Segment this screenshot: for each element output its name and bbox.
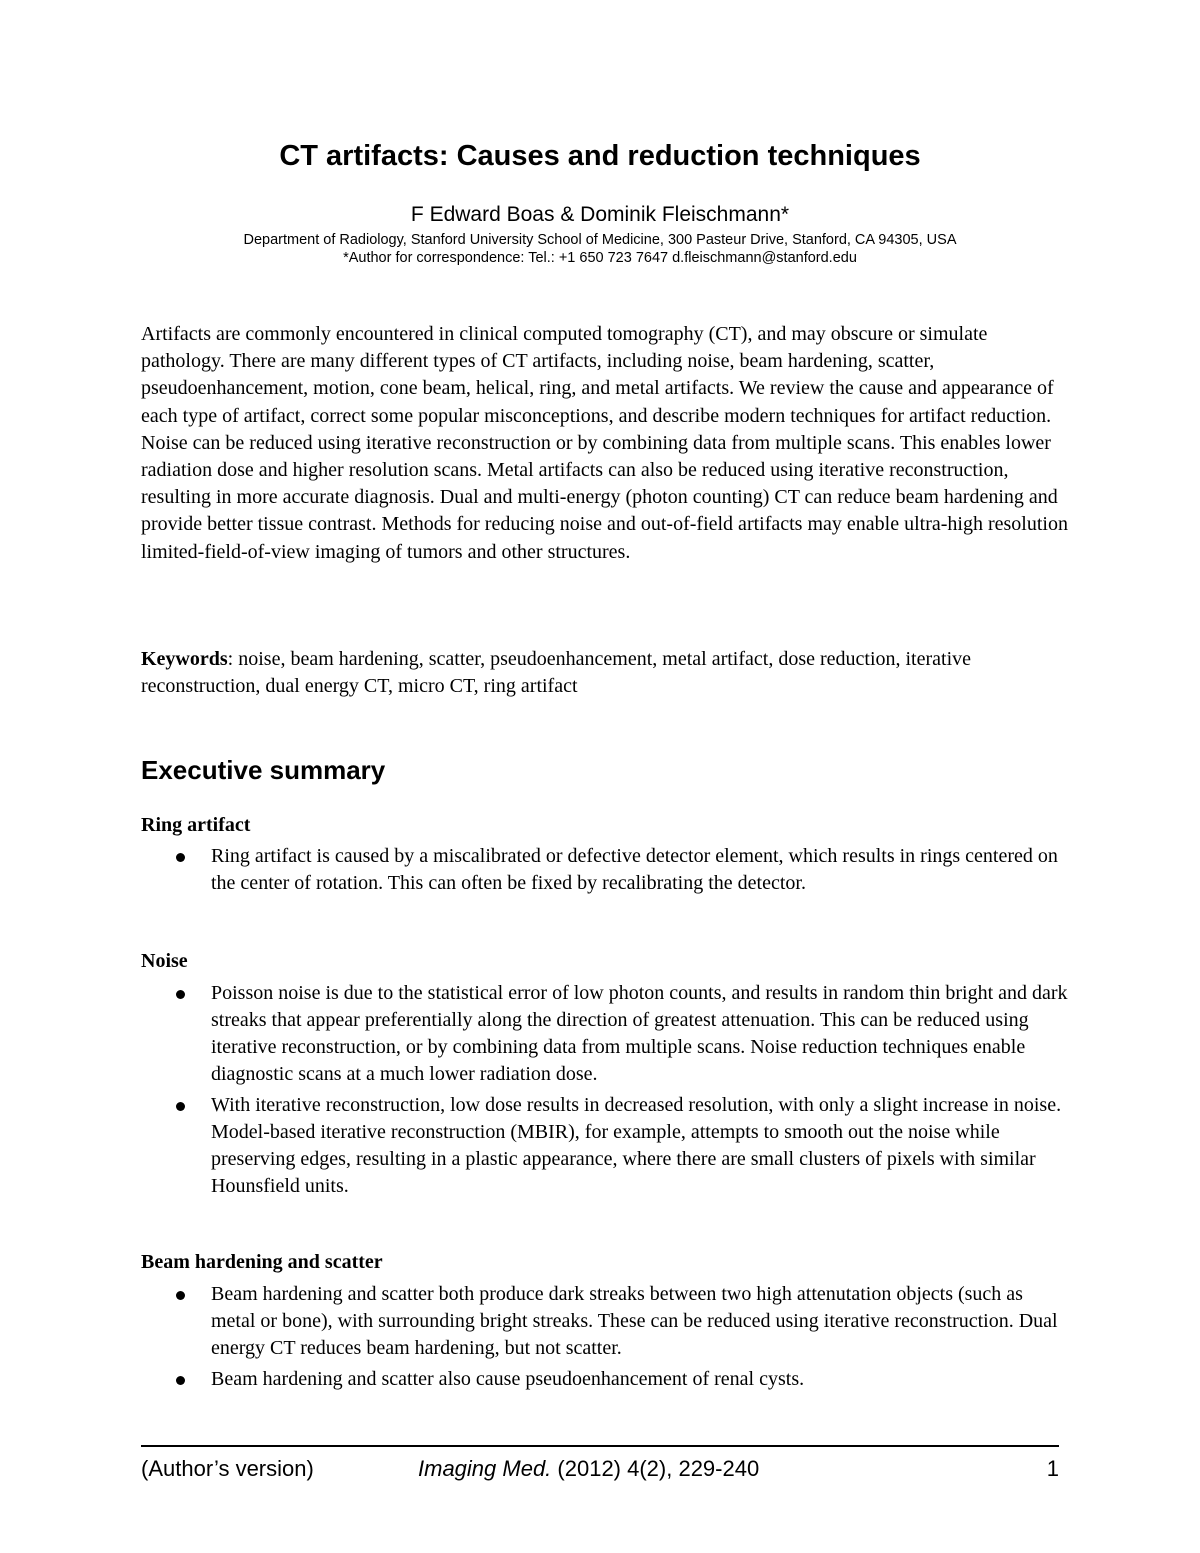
footer-journal: Imaging Med. [418, 1456, 552, 1481]
list-item [141, 1092, 1071, 1200]
bullet-dot-icon [176, 1291, 185, 1300]
subheading-ring-artifact: Ring artifact [141, 814, 251, 836]
bullet-text: Ring artifact is caused by a miscalibrated or defective detector element, which results in rings centered on the center of rotation. This can often be fixed by recalibrating the detector. [211, 845, 1058, 894]
bullet-list-noise [141, 980, 1071, 1204]
affiliation: Department of Radiology, Stanford University School of Medicine, 300 Pasteur Drive, Stanford, CA 94305, USA [243, 232, 957, 248]
section-heading-executive-summary: Executive summary [141, 755, 386, 785]
keywords-label: Keywords [141, 648, 228, 670]
bullet-dot-icon [176, 990, 185, 999]
subheading-beam-hardening: Beam hardening and scatter [141, 1251, 383, 1273]
bullet-dot-icon [176, 853, 185, 862]
bullet-dot-icon [176, 1102, 185, 1111]
keywords-paragraph [141, 646, 1071, 700]
footer-citation [418, 1456, 759, 1482]
abstract-paragraph: Artifacts are commonly encountered in clinical computed tomography (CT), and may obscure or simulate pathology. There are many different types of CT artifacts, including noise, beam hardening, scatter, pseudoenhancement, motion, cone beam, helical, ring, and metal artifacts. We review the cause and appearance of each type of artifact, correct some popular misconceptions, and describe modern techniques for artifact reduction. Noise can be reduced using iterative reconstruction or by combining data from multiple scans. This enables lower radiation dose and higher resolution scans. Metal artifacts can also be reduced using iterative reconstruction, resulting in more accurate diagnosis. Dual and multi-energy (photon counting) CT can reduce beam hardening and provide better tissue contrast. Methods for reducing noise and out-of-field artifacts may enable ultra-high resolution limited-field-of-view imaging of tumors and other structures. [141, 323, 1068, 563]
correspondence: *Author for correspondence: Tel.: +1 650 723 7647 d.fleischmann@stanford.edu [343, 250, 857, 266]
paper-title: CT artifacts: Causes and reduction techniques [279, 140, 921, 172]
author-list: F Edward Boas & Dominik Fleischmann* [410, 203, 790, 226]
list-item [141, 843, 1071, 897]
bullet-text: With iterative reconstruction, low dose results in decreased resolution, with only a slight increase in noise. Model-based iterative reconstruction (MBIR), for example, attempts to smooth out the noise while preserving edges, resulting in a plastic appearance, where there are small clusters of pixels with similar Hounsfield units. [211, 1094, 1062, 1197]
bullet-text: Poisson noise is due to the statistical error of low photon counts, and results in random thin bright and dark streaks that appear preferentially along the direction of greatest attenuation. This can be reduced using iterative reconstruction, or by combining data from multiple scans. Noise reduction techniques enable diagnostic scans at a much lower radiation dose. [211, 982, 1068, 1085]
list-item [141, 1281, 1071, 1362]
list-item [141, 1366, 1071, 1393]
subheading-noise: Noise [141, 950, 188, 972]
bullet-text: Beam hardening and scatter also cause pseudoenhancement of renal cysts. [211, 1368, 805, 1390]
list-item [141, 980, 1071, 1088]
bullet-dot-icon [176, 1376, 185, 1385]
keywords-text: : noise, beam hardening, scatter, pseudoenhancement, metal artifact, dose reduction, iterative reconstruction, dual energy CT, micro CT, ring artifact [141, 648, 972, 698]
bullet-list-ring-artifact [141, 843, 1071, 901]
bullet-text: Beam hardening and scatter both produce dark streaks between two high attenutation objects (such as metal or bone), with surrounding bright streaks. These can be reduced using iterative reconstruction. Dual energy CT reduces beam hardening, but not scatter. [211, 1283, 1058, 1359]
footer-version: (Author’s version) [141, 1456, 314, 1481]
footer-divider [141, 1445, 1059, 1447]
footer-citation-details: (2012) 4(2), 229-240 [551, 1456, 760, 1481]
page-number: 1 [1046, 1456, 1059, 1481]
bullet-list-beam-hardening [141, 1281, 1071, 1397]
